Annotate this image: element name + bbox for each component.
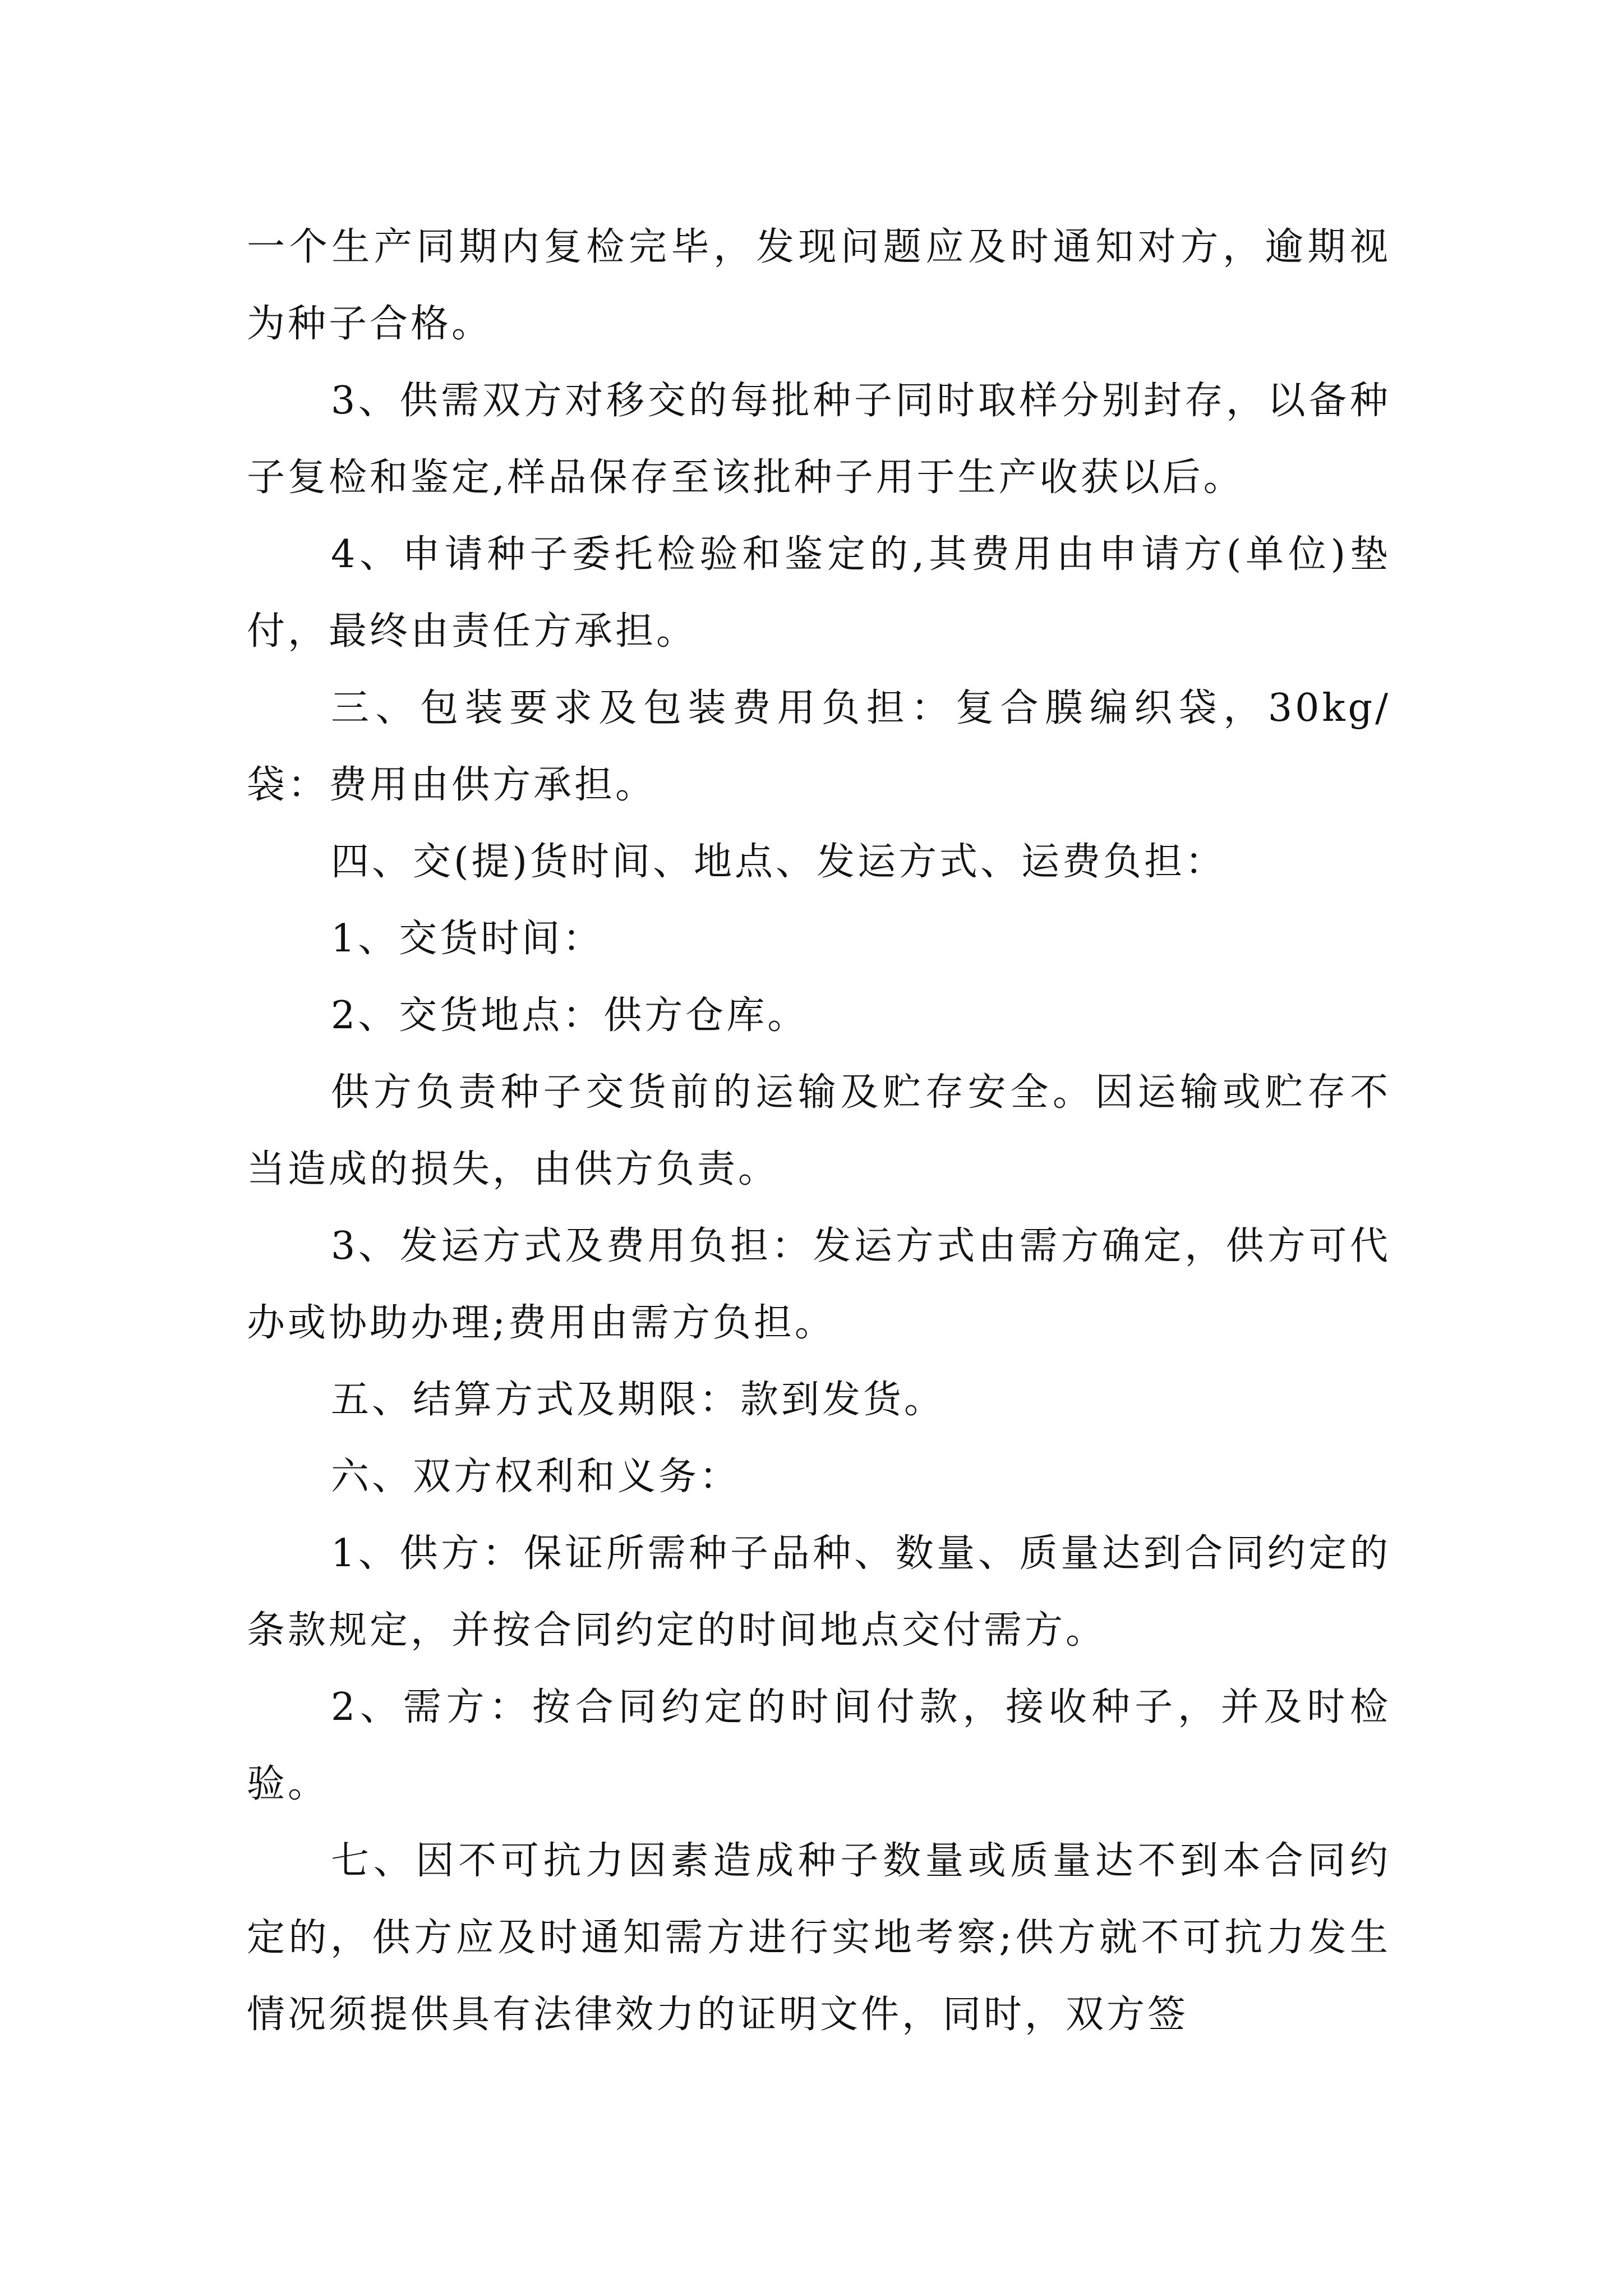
paragraph-transport-liability: 供方负责种子交货前的运输及贮存安全。因运输或贮存不当造成的损失，由供方负责。: [247, 1070, 1391, 1191]
paragraph-clause-4-3: 3、发运方式及费用负担：发运方式由需方确定，供方可代办或协助办理;费用由需方负担。: [247, 1224, 1391, 1345]
paragraph-clause-6-1: 1、供方：保证所需种子品种、数量、质量达到合同约定的条款规定，并按合同约定的时间地点交付需方。: [247, 1531, 1391, 1653]
paragraph-section-4: 四、交(提)货时间、地点、发运方式、运费负担：: [331, 840, 1227, 884]
paragraph-section-3: 三、包装要求及包装费用负担：复合膜编织袋，30kg/袋：费用由供方承担。: [247, 686, 1391, 807]
paragraph-clause-2-3: 3、供需双方对移交的每批种子同时取样分别封存，以备种子复检和鉴定,样品保存至该批种子用于生产收获以后。: [247, 379, 1391, 500]
paragraph-section-5: 五、结算方式及期限：款到发货。: [331, 1378, 946, 1422]
paragraph-clause-2-4: 4、申请种子委托检验和鉴定的,其费用由申请方(单位)垫付，最终由责任方承担。: [247, 532, 1391, 654]
document-body: [247, 209, 1391, 2053]
paragraph-clause-6-2: 2、需方：按合同约定的时间付款，接收种子，并及时检验。: [247, 1685, 1391, 1806]
paragraph-section-7: 七、因不可抗力因素造成种子数量或质量达不到本合同约定的，供方应及时通知需方进行实地考察;供方就不可抗力发生情况须提供具有法律效力的证明文件，同时，双方签: [247, 1839, 1391, 2037]
paragraph-clause-4-1: 1、交货时间：: [331, 917, 604, 961]
paragraph-continuation: 一个生产同期内复检完毕，发现问题应及时通知对方，逾期视为种子合格。: [247, 225, 1391, 346]
paragraph-section-6: 六、双方权利和义务：: [331, 1455, 741, 1499]
paragraph-clause-4-2: 2、交货地点：供方仓库。: [331, 993, 809, 1038]
